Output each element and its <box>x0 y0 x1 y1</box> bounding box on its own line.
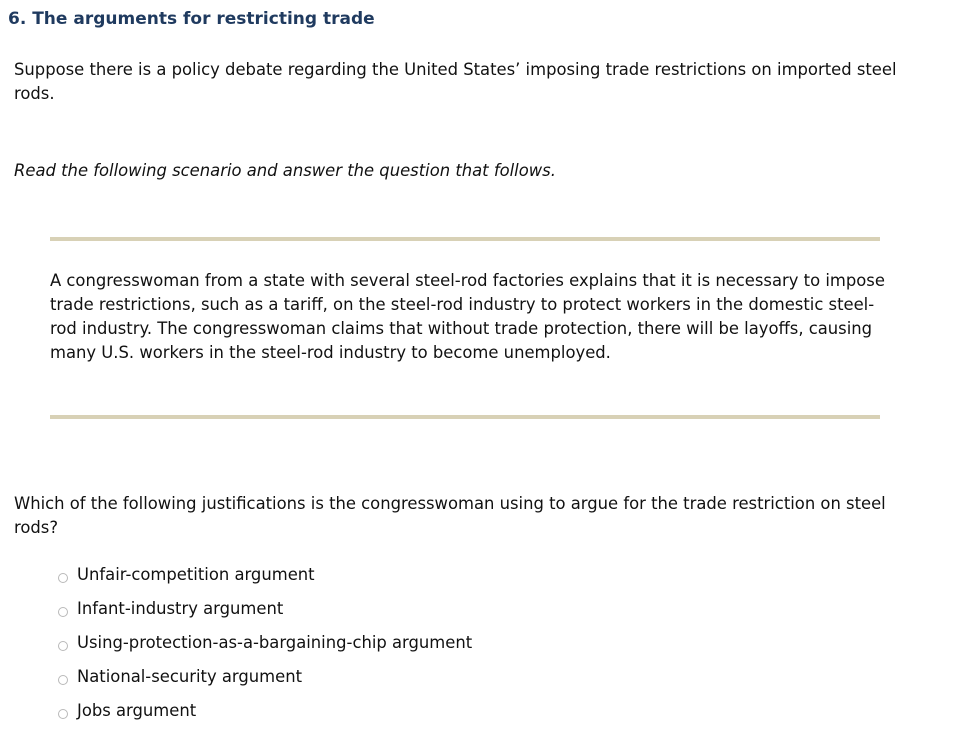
radio-button-icon[interactable] <box>58 641 68 651</box>
radio-button-icon[interactable] <box>58 709 68 719</box>
radio-button-icon[interactable] <box>58 607 68 617</box>
answer-options <box>58 563 472 733</box>
option-unfair-competition[interactable] <box>58 563 472 597</box>
option-infant-industry[interactable] <box>58 597 472 631</box>
radio-button-icon[interactable] <box>58 573 68 583</box>
intro-paragraph: Suppose there is a policy debate regarding the United States’ imposing trade restrictions on imported steel rods. <box>14 60 897 103</box>
scenario-top-divider <box>50 237 880 241</box>
option-jobs[interactable] <box>58 699 472 733</box>
option-label[interactable]: National-security argument <box>77 667 303 686</box>
radio-button-icon[interactable] <box>58 675 68 685</box>
option-label[interactable]: Infant-industry argument <box>77 599 284 618</box>
option-label[interactable]: Unfair-competition argument <box>77 565 315 584</box>
question-title: 6. The arguments for restricting trade <box>8 9 375 29</box>
option-bargaining-chip[interactable] <box>58 631 472 665</box>
option-label[interactable]: Using-protection-as-a-bargaining-chip argument <box>77 633 473 652</box>
scenario-text: A congresswoman from a state with several steel-rod factories explains that it is necessary to impose trade restrictions, such as a tariff, on the steel-rod industry to protect workers in the domestic steel-rod industry. The congresswoman claims that without trade protection, there will be layoffs, causing many U.S. workers in the steel-rod industry to become unemployed. <box>50 271 885 362</box>
instruction-text: Read the following scenario and answer the question that follows. <box>14 161 556 180</box>
option-national-security[interactable] <box>58 665 472 699</box>
option-label[interactable]: Jobs argument <box>77 701 197 720</box>
scenario-bottom-divider <box>50 415 880 419</box>
question-prompt: Which of the following justifications is the congresswoman using to argue for the trade restriction on steel rods? <box>14 494 886 537</box>
